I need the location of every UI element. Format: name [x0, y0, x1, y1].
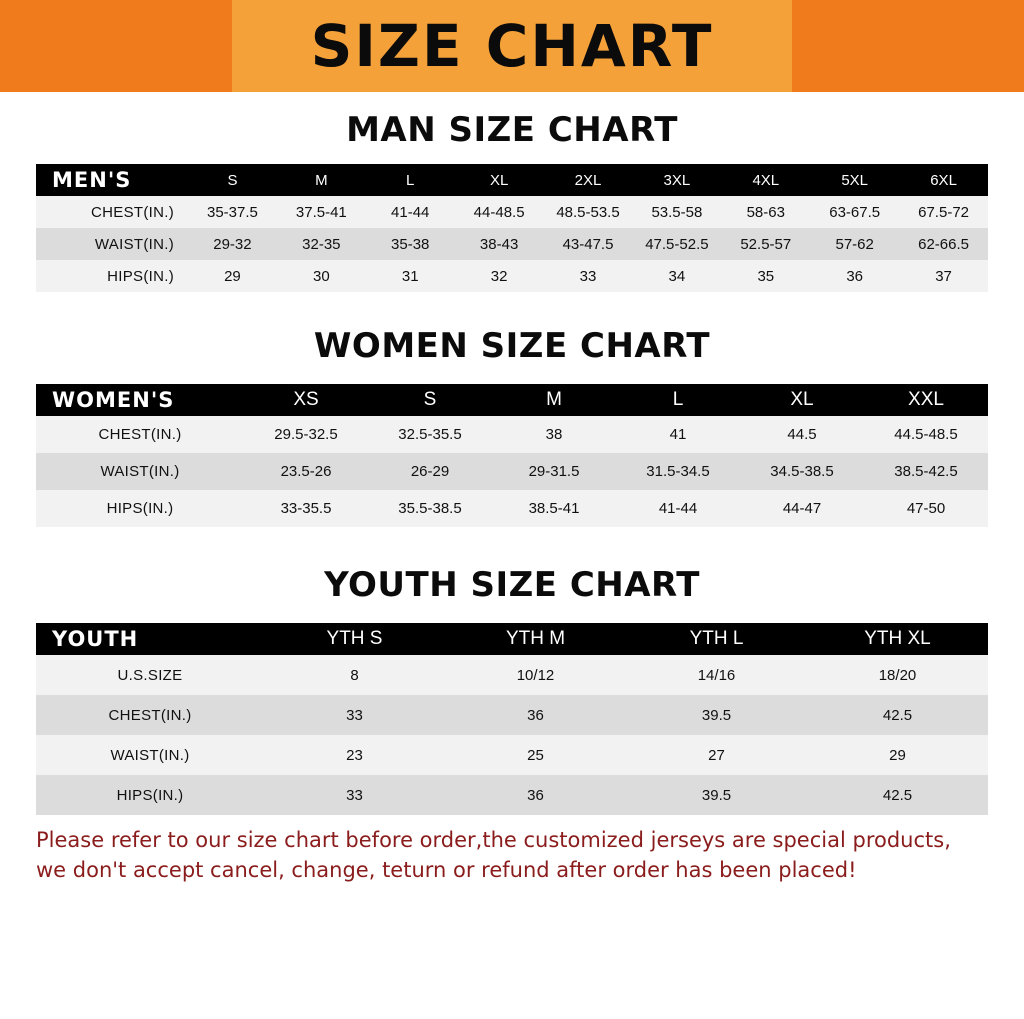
- women-cell-2-2: 38.5-41: [528, 500, 580, 517]
- men-header-label: MEN'S: [52, 168, 132, 192]
- table-row: [36, 416, 988, 453]
- women-row-1-label: WAIST(IN.): [100, 463, 180, 480]
- women-col-4: XL: [790, 389, 814, 410]
- women-cell-2-0: 33-35.5: [280, 500, 332, 517]
- return-policy-note: [0, 815, 1024, 886]
- men-col-1: M: [315, 171, 328, 189]
- table-row: [36, 735, 988, 775]
- table-row: [36, 695, 988, 735]
- youth-col-1: YTH M: [505, 628, 566, 649]
- men-cell-2-4: 33: [579, 267, 597, 285]
- table-row: [36, 453, 988, 490]
- men-cell-1-7: 57-62: [835, 235, 874, 253]
- women-cell-0-4: 44.5: [787, 426, 817, 443]
- men-cell-0-1: 37.5-41: [295, 203, 347, 221]
- youth-cell-1-3: 42.5: [882, 706, 913, 724]
- men-cell-0-4: 48.5-53.5: [556, 203, 620, 221]
- youth-cell-3-3: 42.5: [882, 786, 913, 804]
- men-cell-0-6: 58-63: [746, 203, 785, 221]
- youth-row-0-label: U.S.SIZE: [117, 666, 183, 684]
- youth-col-3: YTH XL: [864, 628, 931, 649]
- men-col-8: 6XL: [930, 171, 957, 189]
- women-row-0-label: CHEST(IN.): [98, 426, 182, 443]
- women-cell-2-1: 35.5-38.5: [398, 500, 462, 517]
- women-cell-0-2: 38: [545, 426, 563, 443]
- header-banner-highlight: [232, 0, 792, 92]
- women-cell-2-4: 44-47: [782, 500, 822, 517]
- men-col-2: L: [406, 171, 415, 189]
- men-col-7: 5XL: [841, 171, 869, 189]
- youth-cell-1-1: 36: [527, 706, 544, 724]
- youth-cell-0-1: 10/12: [516, 666, 555, 684]
- men-row-0-label: CHEST(IN.): [91, 203, 174, 221]
- youth-cell-1-2: 39.5: [701, 706, 732, 724]
- women-cell-1-5: 38.5-42.5: [894, 463, 958, 480]
- men-col-5: 3XL: [663, 171, 691, 189]
- men-cell-1-1: 32-35: [302, 235, 341, 253]
- youth-cell-3-1: 36: [527, 786, 544, 804]
- women-cell-1-0: 23.5-26: [280, 463, 332, 480]
- men-cell-2-3: 32: [490, 267, 508, 285]
- youth-cell-3-2: 39.5: [701, 786, 732, 804]
- youth-cell-0-0: 8: [350, 666, 359, 684]
- table-header-row: [36, 384, 988, 416]
- youth-row-1-label: CHEST(IN.): [108, 706, 192, 724]
- women-cell-1-3: 31.5-34.5: [646, 463, 710, 480]
- men-cell-2-0: 29: [224, 267, 241, 285]
- note-line-1: Please refer to our size chart before order,the customized jerseys are special products,: [36, 828, 951, 852]
- table-row: [36, 490, 988, 527]
- women-cell-1-1: 26-29: [410, 463, 450, 480]
- men-cell-2-8: 37: [935, 267, 952, 285]
- men-cell-1-4: 43-47.5: [562, 235, 614, 253]
- men-cell-1-8: 62-66.5: [918, 235, 969, 253]
- men-row-2-label: HIPS(IN.): [107, 267, 174, 285]
- men-cell-2-2: 31: [401, 267, 419, 285]
- youth-cell-2-0: 23: [346, 746, 363, 764]
- page-title: SIZE CHART: [310, 12, 714, 80]
- men-cell-2-7: 36: [846, 267, 864, 285]
- women-row-2-label: HIPS(IN.): [106, 500, 174, 517]
- women-cell-2-5: 47-50: [906, 500, 946, 517]
- men-cell-0-8: 67.5-72: [918, 203, 969, 221]
- youth-cell-1-0: 33: [346, 706, 363, 724]
- men-cell-1-5: 47.5-52.5: [645, 235, 709, 253]
- table-row: [36, 775, 988, 815]
- women-col-2: M: [546, 389, 562, 410]
- men-cell-2-6: 35: [757, 267, 775, 285]
- women-cell-1-2: 29-31.5: [528, 463, 580, 480]
- men-size-table: [36, 164, 988, 292]
- youth-cell-0-3: 18/20: [878, 666, 917, 684]
- women-cell-0-3: 41: [669, 426, 687, 443]
- note-line-2: we don't accept cancel, change, teturn or refund after order has been placed!: [36, 858, 857, 883]
- youth-size-section: [0, 565, 1024, 815]
- women-header-label: WOMEN'S: [52, 388, 175, 412]
- men-cell-0-2: 41-44: [391, 203, 430, 221]
- men-cell-1-3: 38-43: [479, 235, 519, 253]
- youth-col-2: YTH L: [689, 628, 744, 649]
- table-header-row: [36, 623, 988, 655]
- men-cell-0-7: 63-67.5: [829, 203, 881, 221]
- men-cell-2-5: 34: [668, 267, 686, 285]
- men-cell-0-0: 35-37.5: [207, 203, 258, 221]
- women-section-title: WOMEN SIZE CHART: [313, 326, 711, 366]
- women-size-table: [36, 384, 988, 527]
- youth-cell-2-3: 29: [889, 746, 906, 764]
- header-banner: [0, 0, 1024, 92]
- men-cell-1-0: 29-32: [213, 235, 252, 253]
- youth-cell-2-2: 27: [708, 746, 725, 764]
- youth-size-table: [36, 623, 988, 815]
- table-header-row: [36, 164, 988, 196]
- youth-cell-0-2: 14/16: [697, 666, 736, 684]
- men-size-section: [0, 110, 1024, 292]
- table-row: [36, 196, 988, 228]
- youth-row-2-label: WAIST(IN.): [110, 746, 190, 764]
- men-cell-0-3: 44-48.5: [473, 203, 525, 221]
- men-row-1-label: WAIST(IN.): [94, 235, 174, 253]
- women-cell-0-1: 32.5-35.5: [398, 426, 462, 443]
- women-cell-0-5: 44.5-48.5: [894, 426, 958, 443]
- women-cell-2-3: 41-44: [658, 500, 698, 517]
- men-col-0: S: [227, 171, 238, 189]
- table-row: [36, 260, 988, 292]
- men-cell-1-6: 52.5-57: [740, 235, 792, 253]
- youth-section-title: YOUTH SIZE CHART: [324, 565, 700, 605]
- women-size-section: [0, 326, 1024, 527]
- men-col-4: 2XL: [574, 171, 602, 189]
- youth-cell-2-1: 25: [527, 746, 544, 764]
- women-cell-1-4: 34.5-38.5: [770, 463, 834, 480]
- youth-col-0: YTH S: [326, 628, 383, 649]
- men-col-3: XL: [489, 171, 509, 189]
- youth-cell-3-0: 33: [346, 786, 363, 804]
- women-col-1: S: [423, 389, 437, 410]
- men-section-title: MAN SIZE CHART: [346, 110, 678, 150]
- women-col-5: XXL: [908, 389, 944, 410]
- table-row: [36, 655, 988, 695]
- women-col-3: L: [672, 389, 684, 410]
- men-col-6: 4XL: [752, 171, 780, 189]
- men-cell-1-2: 35-38: [391, 235, 430, 253]
- women-cell-0-0: 29.5-32.5: [274, 426, 338, 443]
- women-col-0: XS: [293, 389, 319, 410]
- youth-header-label: YOUTH: [52, 627, 139, 651]
- men-cell-0-5: 53.5-58: [651, 203, 703, 221]
- men-cell-2-1: 30: [312, 267, 330, 285]
- youth-row-3-label: HIPS(IN.): [116, 786, 184, 804]
- table-row: [36, 228, 988, 260]
